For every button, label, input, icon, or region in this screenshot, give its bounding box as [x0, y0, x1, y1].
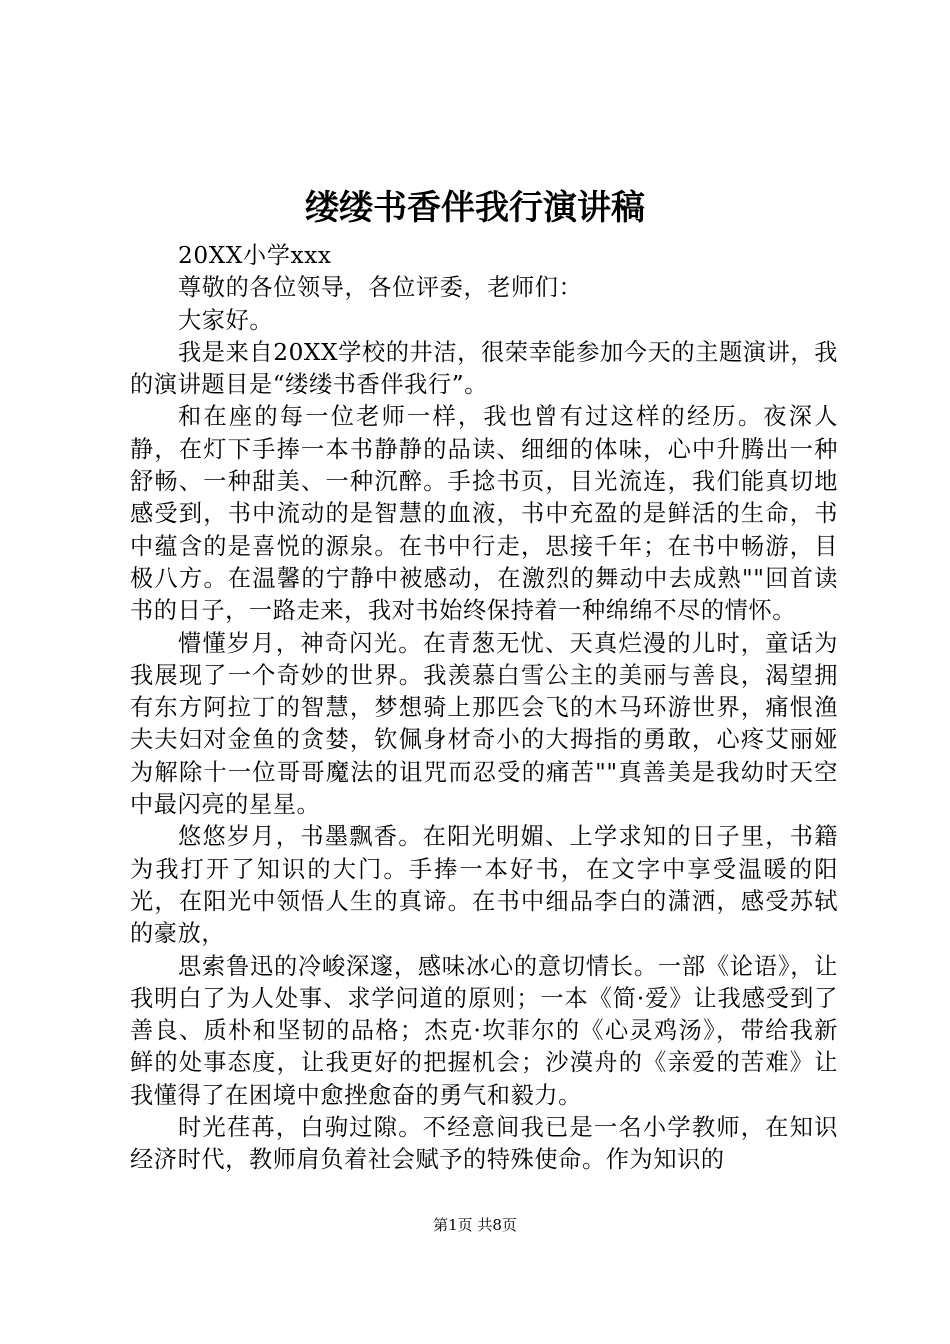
- paragraph: 思索鲁迅的冷峻深邃，感味冰心的意切情长。一部《论语》，让我明白了为人处事、求学问道的原则；一本《简·爱》让我感受到了善良、质朴和坚韧的品格；杰克·坎菲尔的《心灵鸡汤》，带给我新鲜的处事态度，让我更好的把握机会；沙漠舟的《亲爱的苦难》让我懂得了在困境中愈挫愈奋的勇气和毅力。: [130, 952, 838, 1109]
- author-line: 20XX小学xxx: [178, 242, 332, 269]
- document-body: [130, 240, 838, 1177]
- paragraph: 和在座的每一位老师一样，我也曾有过这样的经历。夜深人静，在灯下手捧一本书静静的品读、细细的体味，心中升腾出一种舒畅、一种甜美、一种沉醉。手捻书页，目光流连，我们能真切地感受到，书中流动的是智慧的血液，书中充盈的是鲜活的生命，书中蕴含的是喜悦的源泉。在书中行走，思接千年；在书中畅游，目极八方。在温馨的宁静中被感动，在激烈的舞动中去成熟""回首读书的日子，一路走来，我对书始终保持着一种绵绵不尽的情怀。: [130, 403, 838, 625]
- paragraph: 悠悠岁月，书墨飘香。在阳光明媚、上学求知的日子里，书籍为我打开了知识的大门。手捧一本好书，在文字中享受温暖的阳光，在阳光中领悟人生的真谛。在书中细品李白的潇洒，感受苏轼的豪放，: [130, 823, 838, 948]
- salutation: 尊敬的各位领导，各位评委，老师们：: [178, 274, 583, 302]
- greeting: 大家好。: [178, 306, 274, 334]
- document-title: 缕缕书香伴我行演讲稿: [305, 188, 645, 228]
- page-footer: 第1页 共8页: [433, 1216, 517, 1234]
- paragraph: 我是来自20XX学校的井洁，很荣幸能参加今天的主题演讲，我的演讲题目是“缕缕书香伴我行”。: [130, 338, 838, 399]
- paragraph: 懵懂岁月，神奇闪光。在青葱无忧、天真烂漫的儿时，童话为我展现了一个奇妙的世界。我羡慕白雪公主的美丽与善良，渴望拥有东方阿拉丁的智慧，梦想骑上那匹会飞的木马环游世界，痛恨渔夫夫妇对金鱼的贪婪，钦佩身材奇小的大拇指的勇敢，心疼艾丽娅为解除十一位哥哥魔法的诅咒而忍受的痛苦""真善美是我幼时天空中最闪亮的星星。: [130, 629, 838, 819]
- paragraph: 时光荏苒，白驹过隙。不经意间我已是一名小学教师，在知识经济时代，教师肩负着社会赋予的特殊使命。作为知识的: [130, 1114, 838, 1174]
